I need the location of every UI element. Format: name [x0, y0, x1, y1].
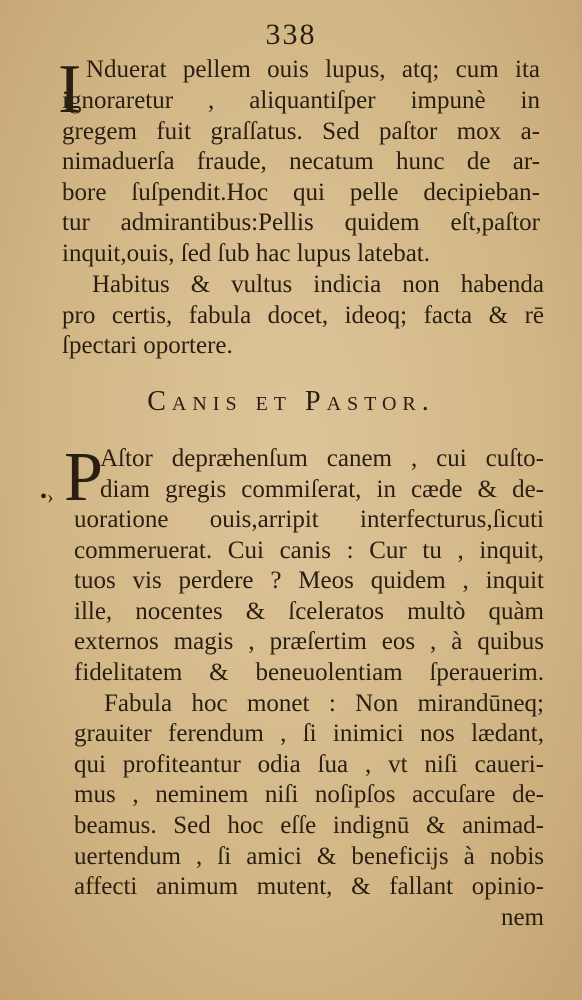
text-line: tur admirantibus:Pellis quidem eſt,paſtor	[62, 209, 540, 237]
moral-text-block	[62, 270, 544, 362]
text-line: beamus. Sed hoc eſſe indignū & animad-	[74, 811, 544, 839]
text-line: gregem fuit graſſatus. Sed paſtor mox a-	[62, 117, 540, 145]
text-line: affecti animum mutent, & fallant opinio-	[74, 873, 544, 901]
text-line: ignoraretur , aliquantiſper impunè in	[62, 87, 540, 114]
text-line: grauiter ferendum , ſi inimici nos lædant,	[74, 720, 544, 748]
text-line: Habitus & vultus indicia non habenda	[92, 271, 544, 298]
text-line: qui profiteantur odia ſua , vt niſi caueri-	[74, 750, 544, 778]
text-line: ille, nocentes & ſceleratos multò quàm	[74, 597, 544, 625]
text-line: Fabula hoc monet : Non mirandūneq;	[104, 689, 544, 717]
text-line: externos magis , præſertim eos , à quibus	[74, 628, 544, 656]
text-line: bore ſuſpendit.Hoc qui pelle decipieban-	[62, 178, 540, 206]
drop-cap-initial: I	[58, 51, 82, 128]
margin-mark-icon: •›	[40, 486, 54, 508]
fable-title: Canis et Pastor.	[147, 386, 435, 417]
text-line: mus , neminem niſi noſipſos accuſare de-	[74, 781, 544, 809]
fable-text-block	[100, 444, 544, 505]
fable-text-block	[86, 55, 540, 86]
page-number: 338	[265, 18, 317, 51]
text-line: commeruerat. Cui canis : Cur tu , inquit,	[74, 536, 544, 564]
catchword: nem	[500, 903, 544, 931]
drop-cap-initial: P	[64, 439, 103, 516]
fable-text-block	[62, 86, 540, 270]
text-line: uoratione ouis,arripit interfecturus,ſicuti	[74, 506, 544, 533]
text-line: diam gregis commiſerat, in cæde & de-	[100, 475, 544, 503]
text-line: fidelitatem & beneuolentiam ſperauerim.	[74, 658, 544, 686]
text-line: uertendum , ſi amici & beneficijs à nobis	[74, 842, 544, 870]
fable-text-block	[74, 505, 544, 933]
text-line: ſpectari oportere.	[62, 332, 233, 360]
text-line: nimaduerſa fraude, necatum hunc de ar-	[62, 148, 540, 176]
text-line: inquit,ouis, ſed ſub hac lupus latebat.	[62, 239, 430, 267]
text-line: Nduerat pellem ouis lupus, atq; cum ita	[86, 56, 540, 83]
text-line: tuos vis perdere ? Meos quidem , inquit	[74, 567, 544, 595]
text-line: pro certis, fabula docet, ideoq; facta & rē	[62, 301, 544, 329]
text-line: Aſtor depræhenſum canem , cui cuſto-	[100, 445, 544, 472]
